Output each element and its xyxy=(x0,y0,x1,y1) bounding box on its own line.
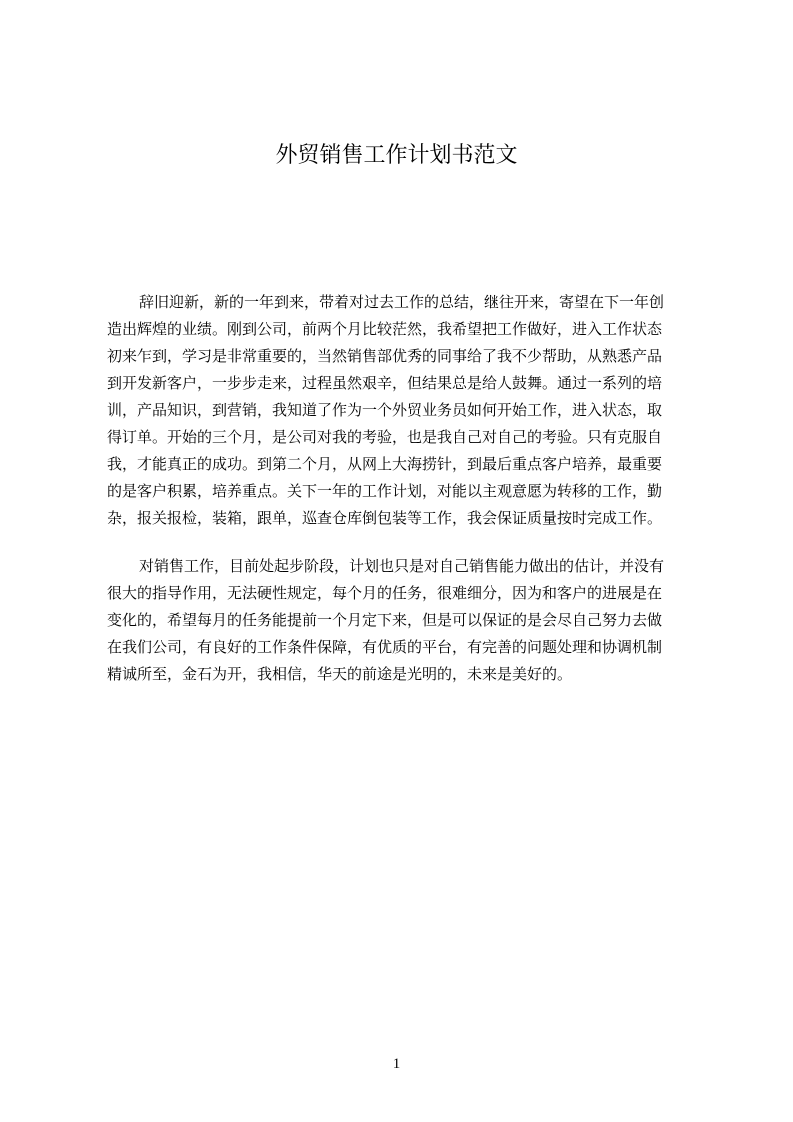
paragraph-line: 得订单。开始的三个月，是公司对我的考验，也是我自己对自己的考验。只有克服自 xyxy=(107,428,663,446)
document-title: 外贸销售工作计划书范文 xyxy=(275,143,518,168)
paragraph-line: 造出辉煌的业绩。刚到公司，前两个月比较茫然，我希望把工作做好，进入工作状态 xyxy=(107,320,663,338)
paragraph-line: 初来乍到，学习是非常重要的，当然销售部优秀的同事给了我不少帮助，从熟悉产品 xyxy=(107,347,663,365)
paragraph-line: 在我们公司，有良好的工作条件保障，有优质的平台，有完善的问题处理和协调机制 xyxy=(107,638,663,656)
paragraph-line: 变化的，希望每月的任务能提前一个月定下来，但是可以保证的是会尽自己努力去做 xyxy=(107,611,663,629)
paragraph-line: 对销售工作，目前处起步阶段，计划也只是对自己销售能力做出的估计，并没有 xyxy=(139,557,665,575)
paragraph-line: 训，产品知识，到营销，我知道了作为一个外贸业务员如何开始工作，进入状态，取 xyxy=(107,401,663,419)
paragraph-line: 到开发新客户，一步步走来，过程虽然艰辛，但结果总是给人鼓舞。通过一系列的培 xyxy=(107,374,663,392)
paragraph-line: 精诚所至，金石为开，我相信，华天的前途是光明的，未来是美好的。 xyxy=(107,665,573,683)
paragraph-2 xyxy=(107,553,702,688)
paragraph-line: 很大的指导作用，无法硬性规定，每个月的任务，很难细分，因为和客户的进展是在 xyxy=(107,584,663,602)
paragraph-line: 杂，报关报检，装箱，跟单，巡查仓库倒包装等工作，我会保证质量按时完成工作。 xyxy=(107,509,663,527)
page-number: 1 xyxy=(392,1056,401,1072)
paragraph-line: 我，才能真正的成功。到第二个月，从网上大海捞针，到最后重点客户培养，最重要 xyxy=(107,455,663,473)
paragraph-1 xyxy=(107,289,702,532)
paragraph-line: 辞旧迎新，新的一年到来，带着对过去工作的总结，继往开来，寄望在下一年创 xyxy=(139,293,665,311)
paragraph-line: 的是客户积累，培养重点。关下一年的工作计划，对能以主观意愿为转移的工作，勤 xyxy=(107,482,663,500)
